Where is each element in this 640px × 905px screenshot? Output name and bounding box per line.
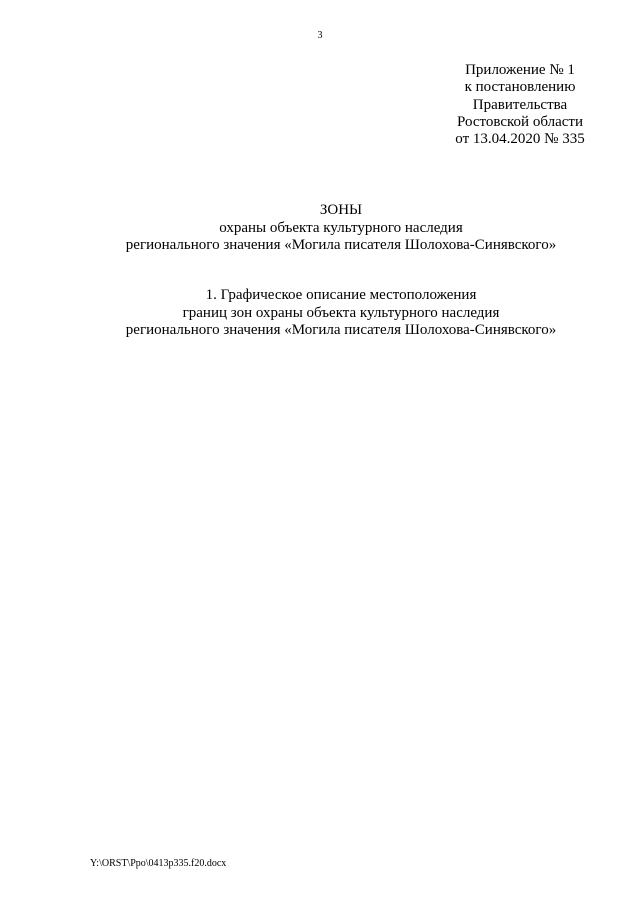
appendix-line: от 13.04.2020 № 335 — [455, 131, 585, 148]
title-line: регионального значения «Могила писателя Шолохова-Синявского» — [125, 237, 557, 253]
document-title — [0, 202, 640, 255]
appendix-line: Правительства — [472, 96, 568, 113]
section-line: регионального значения «Могила писателя Шолохова-Синявского» — [125, 322, 557, 338]
section-line: границ зон охраны объекта культурного наследия — [182, 304, 500, 321]
title-line: охраны объекта культурного наследия — [219, 219, 463, 236]
title-heading: ЗОНЫ — [319, 202, 363, 218]
page-number: 3 — [317, 30, 323, 41]
appendix-reference — [440, 62, 600, 148]
section-line: 1. Графическое описание местоположения — [205, 287, 477, 303]
appendix-line: Приложение № 1 — [465, 62, 575, 78]
appendix-line: Ростовской области — [457, 113, 583, 130]
section-heading — [0, 287, 640, 340]
footer-file-path: Y:\ORST\Ppo\0413p335.f20.docx — [90, 858, 227, 869]
appendix-line: к постановлению — [464, 79, 576, 96]
